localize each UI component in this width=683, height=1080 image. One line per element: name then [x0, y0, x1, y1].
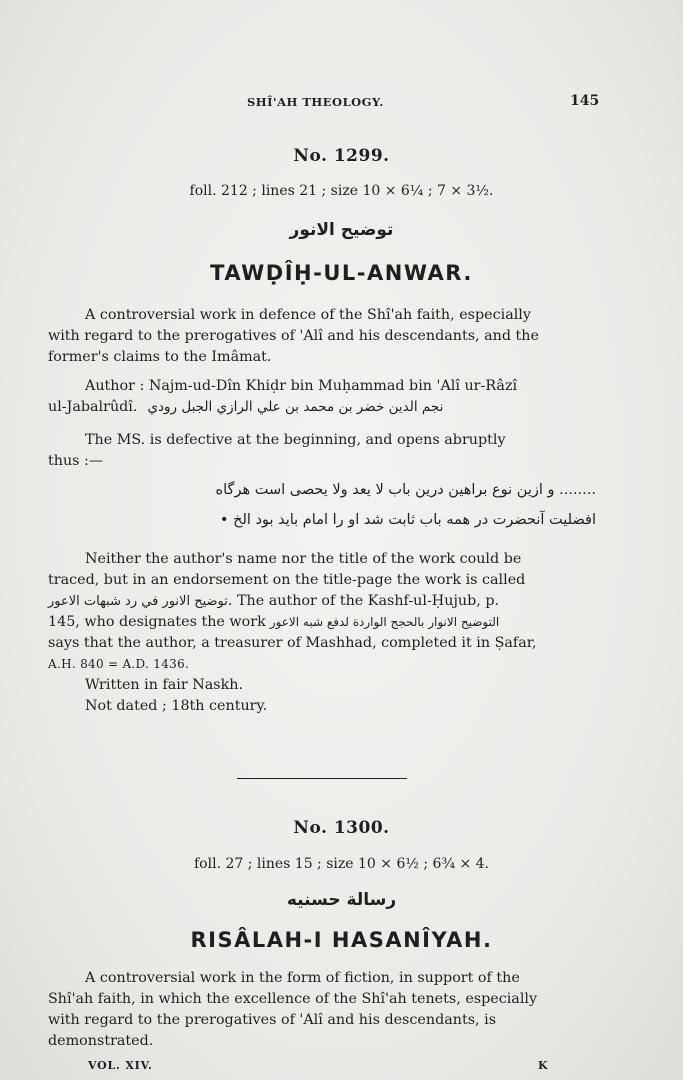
endorsement-line: traced, but in an endorsement on the title-page the work is called [48, 572, 526, 588]
incipit-line: افضليت آنحضرت در همه باب ثابت شد او را امام بايد بود الخ • [219, 512, 596, 528]
section-divider [237, 778, 407, 779]
author-name-latin: ul-Jabalrûdî. [48, 399, 138, 415]
arabic-title: توضيح الانور [289, 220, 394, 240]
description-line: Shî'ah faith, in which the excellence of the Shî'ah tenets, especially [48, 991, 538, 1007]
running-head: SHÎ'AH THEOLOGY. [247, 95, 384, 109]
defective-line: thus :— [48, 453, 104, 469]
description [48, 968, 596, 1052]
collation-line: foll. 27 ; lines 15 ; size 10 × 6½ ; 6¾ × 4. [194, 856, 489, 872]
incipit-line: ........ و ازين نوع براهين درين باب لا يعد ولا يحصى است هرگاه [215, 482, 596, 498]
description-line: A controversial work in defence of the Shî'ah faith, especially [85, 307, 531, 323]
gathering-signature: K [538, 1059, 549, 1072]
author-block [48, 376, 596, 418]
description-line: demonstrated. [48, 1033, 154, 1049]
defective-line: The MS. is defective at the beginning, and opens abruptly [85, 432, 506, 448]
endorsement-arabic-title: التوضيح الانوار بالحجج الواردة لدفع شبه الاعور [269, 615, 500, 629]
endorsement-line [48, 612, 596, 633]
collation-line: foll. 212 ; lines 21 ; size 10 × 6¼ ; 7 × 3½. [189, 183, 494, 199]
page-number: 145 [570, 93, 600, 109]
author-line [48, 397, 596, 418]
work-title: TAWḌÎḤ-UL-ANWAR. [210, 261, 473, 285]
work-title: RISÂLAH-I HASANÎYAH. [190, 928, 493, 952]
endorsement-arabic-title: توضيح الانور في رد شبهات الاعور [48, 594, 228, 609]
volume-signature: VOL. XIV. [88, 1059, 153, 1072]
endorsement-line [48, 591, 596, 612]
endorsement-text: . The author of the Kashf-ul-Ḥujub, p. [227, 593, 500, 609]
description-line: A controversial work in the form of fiction, in support of the [85, 970, 520, 986]
description-line: with regard to the prerogatives of 'Alî and his descendants, and the [48, 328, 539, 344]
endorsement-note [48, 549, 596, 717]
arabic-title: رسالة حسنيه [286, 890, 397, 910]
description [48, 305, 596, 368]
endorsement-text: 145, who designates the work [48, 614, 266, 630]
description-line: with regard to the prerogatives of 'Alî and his descendants, is [48, 1012, 497, 1028]
defective-note [48, 430, 596, 472]
author-name-arabic: نجم الدين خضر بن محمد بن علي الرازي الجبل رودي [147, 399, 444, 415]
endorsement-line: says that the author, a treasurer of Mashhad, completed it in Ṣafar, [48, 635, 537, 651]
description-line: former's claims to the Imâmat. [48, 349, 272, 365]
entry-number: No. 1299. [293, 146, 390, 166]
endorsement-line: Neither the author's name nor the title of the work could be [85, 551, 522, 567]
author-line: Author : Najm-ud-Dîn Khiḍr bin Muḥammad bin 'Alî ur-Râzî [85, 378, 518, 394]
script-note: Written in fair Naskh. [85, 677, 244, 693]
endorsement-date: A.H. 840 = A.D. 1436. [48, 657, 190, 671]
date-note: Not dated ; 18th century. [85, 698, 268, 714]
entry-number: No. 1300. [293, 818, 390, 838]
